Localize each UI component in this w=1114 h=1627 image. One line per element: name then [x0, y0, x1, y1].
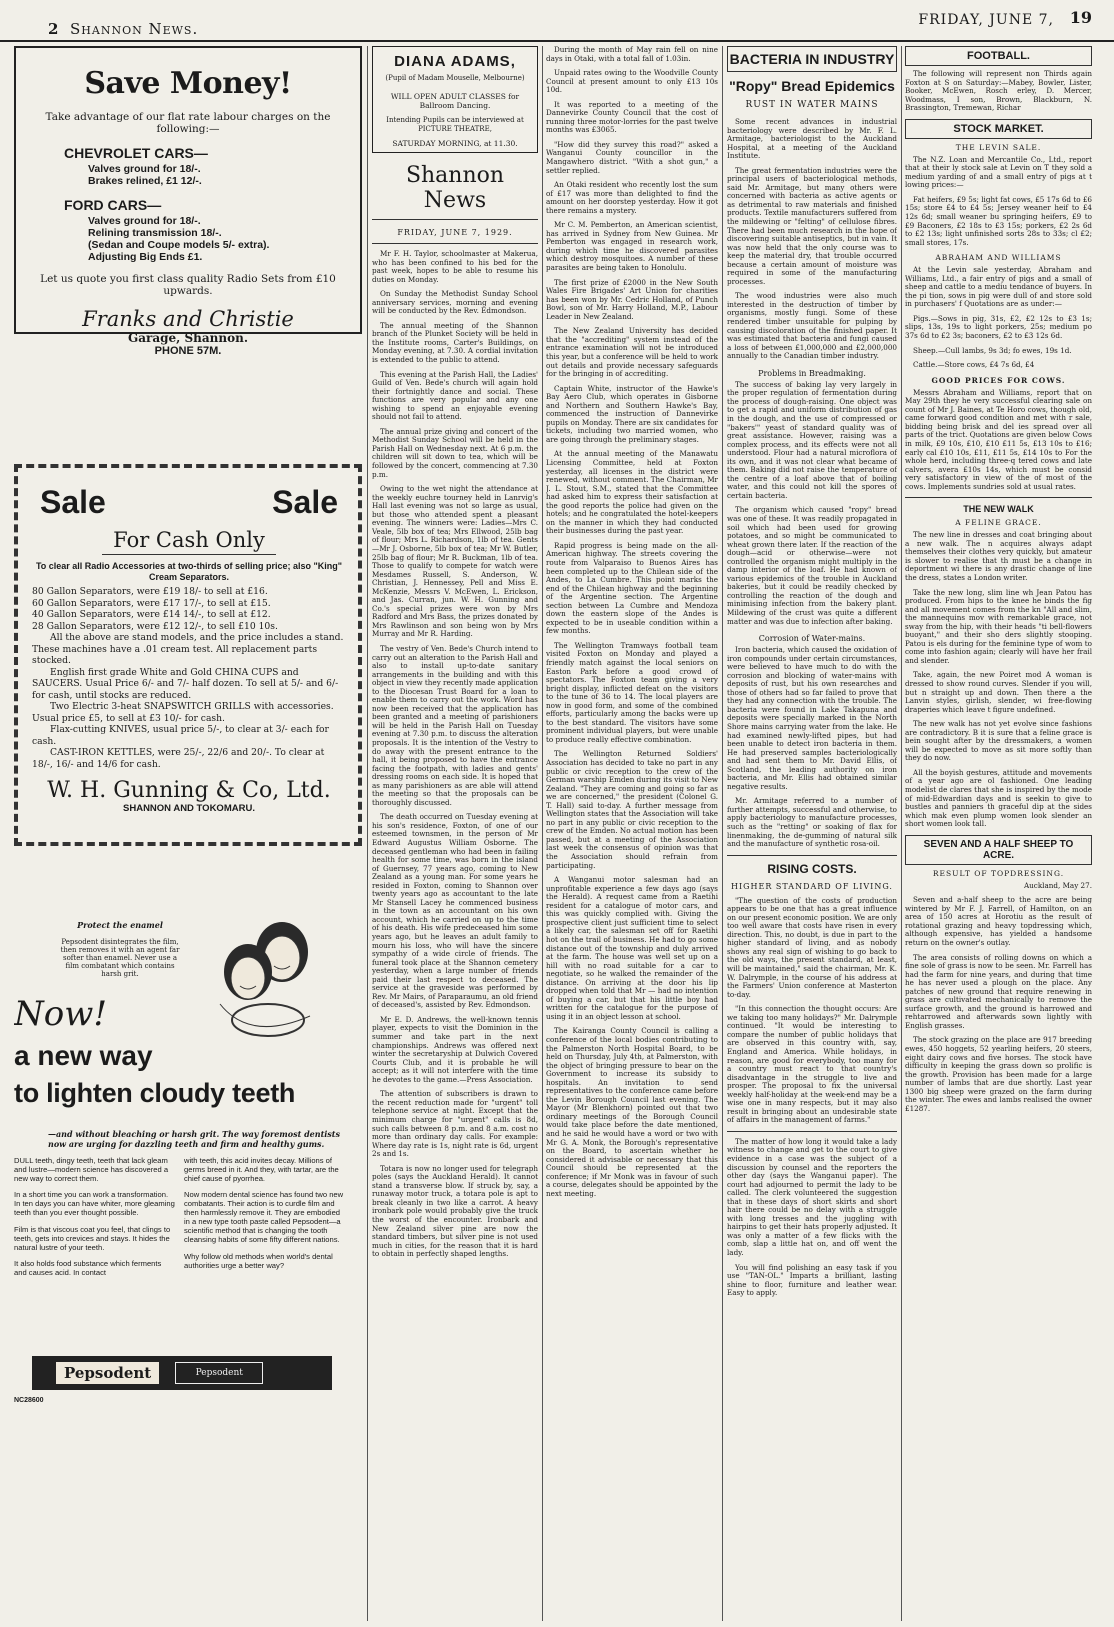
price-line: 40 Gallon Separators, were £14 14/-, to sell at £12. [32, 609, 271, 620]
news-item: This evening at the Parish Hall, the Ladies' Guild of Ven. Bede's church will again hold their fortnightly dance and social. These functions are very popular and any one wishing to spend an enjoyable evening should not fail to attend. [372, 369, 538, 422]
news-item: An Otaki resident who recently lost the sum of £17 was more than delighted to find the amount on her doorstep yesterday. How it got there remains a mystery. [546, 180, 718, 215]
pepsodent-tagline: —and without bleaching or harsh grit. The way foremost dentists now are urging for dazzling teeth and firm and healthy gums. [48, 1129, 340, 1149]
article-subhead: RUST IN WATER MAINS [745, 100, 879, 110]
chevrolet-line: Valves ground for 18/-. [88, 163, 201, 175]
notice-line: SATURDAY MORNING, at 11.30. [392, 139, 518, 148]
now-heading: Now! [14, 994, 107, 1034]
ford-line: (Sedan and Coupe models 5/- extra). [88, 239, 270, 251]
news-item: On Sunday the Methodist Sunday School anniversary services, morning and evening will be conducted by the Rev. Edmondson. [372, 289, 538, 316]
sale-paragraph: Two Electric 3-heat SNAPSWITCH GRILLS with accessories. Usual price £5, to sell at £3 10/- for cash. [32, 701, 334, 724]
news-item: A Wanganui motor salesman had an unprofitable experience a few days ago (says the Herald). A request came from a Raetihi resident for a catalogue of motor cars, and this was quickly complied with. Giving the prospective client just sufficient time to select a likely car, the salesman set off for Raetihi hot on the trail of business. He had to go some distance out of the township and duly arrived at the farm. The house was well set up on a hill with no road suitable for a car to negotiate, so he walked the remainder of the distance. On arriving at the door his lip dropped when told that Mr — had no intention of buying a car, but that his little boy had written for the catalogue for the purpose of using it in an object lesson at school. [546, 875, 718, 1021]
article-headline: BACTERIA IN INDUSTRY [727, 46, 897, 72]
news-item: The death occurred on Tuesday evening at his son's residence, Foxton, of one of our esteemed townsmen, in the person of Mr Edward Augustus William Osborne. The deceased gentleman who had been in failing health for some time, was born in the island of Guernsey, 77 years ago, coming to New Zealand as a young man. For some years he resided in Foxton, coming to Shannon over twenty years ago as accountant to the late Mr Stansell Lacey he commenced business in the town as an accountant on his own account, which he carried on up to the time of his death. His wife predeceased him some years ago, but he leaves an adult family to mourn his loss, who will have the sincere sympathy of a wide circle of friends. The funeral took place at the Shannon cemetery yesterday, when a large number of friends paid their last respect to deceased. The service at the graveside was performed by Rev. Mr Mairs, of Paraparaumu, an old friend of deceased's, assisted by Rev. Edmondson. [372, 812, 538, 1010]
article-subhead: RESULT OF TOPDRESSING. [932, 868, 1065, 878]
news-item: The Kairanga County Council is calling a conference of the local bodies contributing to the Palmerston North Hospital Board, to be held on Thursday, July 4th, at Palmerston, with the object of bringing pressure to bear on the Government to increase its subsidy to hospitals. An invitation to send representatives to the conference came before the Levin Borough Council last evening. The Mayor (Mr Blenkhorn) pointed out that two ordinary meetings of the Borough Council would take place before the date mentioned, and he said he would have a word or two with Mr G. A. Monk, the Borough's representative on the Board, to ascertain whether he considered it advisable or necessary that this Council should be represented at the conference; if Mr Monk was in favour of such a course, delegates should be appointed by the next meeting. [546, 1026, 718, 1198]
chevrolet-heading: CHEVROLET CARS— [64, 145, 208, 161]
article-subhead: GOOD PRICES FOR COWS. [931, 375, 1066, 385]
dateline: FRIDAY, JUNE 7, 1929. [397, 228, 513, 237]
article-paragraph: The new walk has not yet evolve since fashions are contradictory. B it is sure that a feline grace is bein sought after by the dressmakers, a women will be expected to move as sit more softly than they do now. [905, 719, 1092, 763]
article-dateline: Auckland, May 27. [1023, 880, 1092, 890]
news-item: The Wellington Tramways football team visited Foxton on Monday and played a friendly match against the local seniors on Easton Park before a good crowd of spectators. The Foxton team giving a very bright display, inflicted defeat on the visitors to the tune of 36 to 14. The local players are now in good form, and some of the combined efforts, particularly among the backs were up to the best standard. The visitors have some prominent individual players, but were unable to produce really effective combination. [546, 640, 718, 744]
article-headline: STOCK MARKET. [905, 119, 1092, 139]
ad-code: NC28600 [14, 1397, 44, 1404]
news-item: Mr E. D. Andrews, the well-known tennis player, expects to visit the Dominion in the summer and take part in the next championships. Andrews was offered next winter the secretaryship at Dulwich Covered Courts Club, and it is probable he will accept; as it will not interfere with the time he devotes to the game.—Press Association. [372, 1014, 538, 1084]
article-paragraph: Fat heifers, £9 5s; light fat cows, £5 17s 6d to £6 15s; store £4 to £4 5s; Jersey weaner heif to £4 12s 6d; small weaner bu springing heifers, £9 to £9 Baconers, £2 18s to £3 15s; porkers, £2 2s 6d to £2 13s; light unfinished sorts 28s to 33s; cl £2; small stores, 17s. [905, 194, 1092, 247]
garage-line: Garage, Shannon. [127, 331, 249, 345]
notice-line: (Pupil of Madam Mouselle, Melbourne) [385, 74, 525, 82]
news-item: The annual prize giving and concert of the Methodist Sunday School will be held in the Parish Hall on Wednesday next. At 6 p.m. the children will sit down to tea, which will be followed by the concert, commencing at 7.30 p.m. [372, 426, 538, 479]
lighten-heading: to lighten cloudy teeth [14, 1078, 296, 1108]
sale-left: Sale [40, 484, 106, 520]
radio-offer: Let us quote you first class quality Radio Sets from £10 upwards. [40, 273, 336, 297]
for-cash-heading: For Cash Only [102, 528, 276, 555]
article-paragraph: The organism which caused "ropy" bread was one of these. It was readily propagated in soil which had been used for growing potatoes, and so might be communicated to wheat grown there later. If the reaction of the dough—acid or otherwise—were not controlled the organism might multiply in the damp interior of the loaf. He had known of various epidemics of the trouble in Auckland bakeries, but it could be readily checked by controlling the reaction of the dough and minimising infection from the bakery plant. Mildewing of the crust was quite a different matter and was due to infection after baking. [727, 505, 897, 626]
phone-line: PHONE 57M. [154, 345, 222, 357]
column-rule [367, 46, 368, 1621]
separator-list [32, 586, 346, 632]
article-paragraph: Seven and a-half sheep to the acre are being wintered by Mr F. J. Farrell, of Hamilton, on an area of 150 acres at Horotiu as the result of rotational grazing and heavy topdressing which, although expensive, has yielded a handsome return on the owner's outlay. [905, 895, 1092, 948]
article-paragraph: The wood industries were also much interested in the destruction of timber by organisms, mostly fungi. Some of these rendered timber unsuitable for pulping by causing discoloration of the finished paper. It was estimated that bacteria and fungi caused a loss of between £1,000,000 and £2,000,000 annually to the Canadian timber industry. [727, 291, 897, 361]
tube-brand: Pepsodent [56, 1362, 159, 1384]
price-line: 28 Gallon Separators, were £12 12/-, to sell £10 10s. [32, 620, 278, 632]
ad-intro: Take advantage of our flat rate labour charges on the following:— [45, 111, 331, 135]
news-item: "How did they survey this road?" asked a Wanganui County councillor in the Mangawhero district. "With a shot gun," a settler replied. [546, 139, 718, 175]
article-subhead: ABRAHAM AND WILLIAMS [935, 253, 1062, 263]
article-paragraph: The great fermentation industries were the principal users of bacteriological methods, said Mr. Armitage, but many others were concerned with bacteria as active agents or as detrimental to raw materials and finished products. Textile manufacturers suffered from the mildewing or "felting" of cellulose fibres. There had been much research in the hope of discovering suitable antiseptics, but in vain. It was now held that the only course was to keep the material dry, that trouble occurred because a certain amount of moisture was required in some of the manufacturing processes. [727, 165, 897, 286]
news-item: It was reported to a meeting of the Dannevirke County Council that the cost of running three motor-lorries for the past twelve months was £3065. [546, 99, 718, 135]
article-subhead: A FELINE GRACE. [955, 518, 1042, 528]
general-news-column [546, 46, 718, 1621]
news-item: Mr F. H. Taylor, schoolmaster at Makerua, who has been confined to his bed for the past week, hopes to be able to resume his duties on Monday. [372, 249, 538, 284]
issue-date: FRIDAY, JUNE 7, [918, 12, 1054, 28]
ford-line: Relining transmission 18/-. [88, 227, 222, 239]
article-headline: SEVEN AND A HALF SHEEP TO ACRE. [905, 835, 1092, 865]
local-news-column [372, 46, 538, 1621]
article-paragraph: All the boyish gestures, attitude and movements of a year ago are ol fashioned. One leading modelist de clares that she is inspired by the mode of mid-Edwardian days and is seekin to give to bustles and panniers th graceful dip at the sides which mak even plump women look slender an short women look tall. [905, 767, 1092, 829]
article-paragraph: Take the new long, slim line wh Jean Patou has produced. From hips to the knee he binds the fig and all movement comes from the kn "All and slim, the mannequins mov with remarkable grace, not sway from the hip, with their heads "ti bell-flowers buoyant," and their sho ders slightly stooping. Patou is els during for the feminine type of wom to come into fashion again; clearly will have her frail and slender. [905, 587, 1092, 665]
price-line: 60 Gallon Separators, were £17 17/-, to sell at £15. [32, 597, 271, 609]
page-number: 2 [48, 20, 59, 38]
news-item: Owing to the wet night the attendance at the weekly euchre tourney held in Lanrvig's Hall last evening was not so large as usual, but those who attended spent a pleasant evening. The winners were: Ladies—Mrs C. Veale, 5lb box of tea; Mrs Ellwood, 25lb bag of flour; Mrs L. Richardson, 1lb of tea. Gents—Mr J. Osborne, 5lb box of tea; Mr W. Butler, 25lb bag of flour; Mr R. Buckman, 1lb of tea. Those to qualify to compete for watch were Mesdames Russell, S. Anderson, W. Christian, J. Hennessey, Pell and Miss E. McKenzie, Messrs V. McEwen, L. Erickson, and Jas. Curran, jun. W. H. Gunning and Co.'s special prizes were won by Mrs Radford and Mrs Bass, the prizes donated by Mrs Rawlinson and son being won by Mrs Murray and Mr R. Harding. [372, 484, 538, 639]
article-paragraph: At the Levin sale yesterday, Abraham and Williams, Ltd., a fair entry of pigs and a small of sheep and cattle to a mediu tendance of buyers. In the pi tion, sows in pig were dull of and store sold in purchasers' f Quotations are as under:— [905, 265, 1092, 309]
issue-year: 19 [1069, 8, 1092, 27]
feature-column [727, 46, 897, 1621]
section-heading: Corrosion of Water-mains. [758, 634, 866, 644]
article-paragraph: The success of baking lay very largely in the proper regulation of fermentation during the process of dough-raising. One object was to get a rapid and uniform distribution of gas in the dough, and the use of compressed or "bakers'" yeast of standard quality was of great assistance. However, raising was a complex process, and its effects were not all understood. Flour had a natural microflora of its own, and it was not clear what became of them. Baking did not raise the temperature of the centre of a loaf above that of boiling water, and this could not kill the spores of certain bacteria. [727, 379, 897, 500]
paper-name: Shannon News. [70, 20, 199, 38]
gunning-sale-ad [14, 464, 362, 846]
sale-paragraph: Flax-cutting KNIVES, usual price 5/-, to clear at 3/- each for cash. [32, 724, 329, 747]
copy-paragraph: DULL teeth, dingy teeth, teeth that lack gleam and lustre—modern science has discovered a new way to correct them. [14, 1155, 169, 1183]
ad-headline: Save Money! [84, 66, 292, 101]
news-item: Unpaid rates owing to the Woodville County Council at present amount to only £13 10s 10d. [546, 68, 718, 95]
article-headline: THE NEW WALK [963, 504, 1034, 515]
ads-column [14, 46, 362, 1621]
pepsodent-left-copy [14, 1148, 176, 1285]
franks-christie-ad [14, 46, 362, 357]
article-paragraph: You will find polishing an easy task if you use "TAN-OL." Imparts a brilliant, lasting shine to floor, furniture and leather wear. Easy to apply. [727, 1262, 897, 1298]
ford-heading: FORD CARS— [64, 197, 162, 213]
article-paragraph: "The question of the costs of production appears to be one that has a great influence on our present economic position. We are only too well aware that costs have risen in every direction. This, no doubt, is due in part to the higher standard of living, and as nobody shows any real sign of wishing to go back to the old ways, the present standard, at least, will be maintained," said the chairman, Mr. K. W. Dalrymple, in the course of his address at the Farmers' Union conference at Masterton to-day. [727, 895, 897, 999]
article-paragraph: Some recent advances in industrial bacteriology were described by Mr. F. L. Armitage, bacteriologist to the Auckland Hospital, at a meeting of the Auckland Institute. [727, 117, 897, 161]
sale-paragraph: English first grade White and Gold CHINA CUPS and SAUCERS. Usual Price 6/- and 7/- half dozen. To sell at 5/- and 6/- for cash, until stocks are reduced. [32, 666, 339, 701]
dance-class-notice [372, 46, 538, 153]
news-item: Captain White, instructor of the Hawke's Bay Aero Club, which operates in Gisborne and Northern and Southern Hawke's Bay, commenced the instruction of Dannevirke pupils on Monday. There are six candidates for tickets, including two married women, who are going through the preliminary stages. [546, 383, 718, 444]
article-subheadline: "Ropy" Bread Epidemics [729, 78, 895, 94]
copy-paragraph: Why follow old methods when world's dental authorities urge a better way? [184, 1251, 333, 1270]
ford-line: Adjusting Big Ends £1. [88, 251, 203, 263]
article-paragraph: The N.Z. Loan and Mercantile Co., Ltd., report that at their ly stock sale at Levin on T they sold a medium yarding of and a small entry of pigs at t lowing prices:— [905, 154, 1092, 190]
page-header [0, 8, 1114, 40]
protect-heading: Protect the enamel [77, 920, 163, 930]
article-paragraph: Pigs.—Sows in pig, 31s, £2, £2 12s to £3 1s; slips, 13s, 19s to light porkers, 25s; medium po 37s 6d to £2 3s; baconers, £2 to £3 12s 6d. [905, 313, 1092, 341]
news-item: Rapid progress is being made on the all-American highway. The streets covering the route from Valparaiso to Buenos Aires has been completed up to the Chilean side of the Andes, to La Cumbre. This point marks the end of the Chilean highway and the beginning of the Argentine section. The Argentine section between La Cumbre and Mendoza down the eastern slope of the Andes is expected to be in useable condition within a few months. [546, 540, 718, 636]
article-paragraph: The following will represent non Thirds again Foxton at S on Saturday:—Mabey, Bowler, Lister, Booker, McEwen, Rosch erley, D. Mercer, Woodmass, I son, Brown, Blackburn, N. Brassington, Tremewan, Richar [905, 69, 1092, 113]
smiling-women-illustration [190, 912, 346, 1042]
copy-paragraph: Film is that viscous coat you feel, that clings to teeth, gets into crevices and stays. It hides the natural lustre of your teeth. [14, 1224, 171, 1252]
sale-paragraph: CAST-IRON KETTLES, were 25/-, 22/6 and 20/-. To clear at 18/-, 16/- and 14/6 for cash. [32, 747, 325, 770]
article-paragraph: Sheep.—Cull lambs, 9s 3d; fo ewes, 19s 1d. [913, 345, 1072, 355]
header-rule [0, 40, 1114, 42]
article-paragraph: Mr. Armitage referred to a number of further attempts, successful and otherwise, to apply bacteriology to manufacture processes, such as the "retting" or soaking of flax for linenmaking, the de-gumming of natural silk and the manufacture of synthetic rosa-oil. [727, 796, 897, 849]
article-paragraph: The matter of how long it would take a lady witness to change and get to the court to give evidence in a case was the subject of a discussion by counsel and the reporters the other day (says the Wanganui paper). The court had adjourned to permit the lady to be called. The clerk volunteered the suggestion that in these days of short skirts and short hair there could be no delay with a struggle with long tresses and the juggling with hairpins to get their hats properly adjusted. It was only a matter of a few flicks with the comb, slap a little hat on, and off went the lady. [727, 1136, 897, 1257]
article-paragraph: The new line in dresses and coat bringing about a new walk. The n acquires always adapt themselves their clothes very quickly, but amateur is slower to realise that th must be a change in deportment wi there is any drastic change of line the dress, states a London writer. [905, 530, 1092, 582]
article-paragraph: Iron bacteria, which caused the oxidation of iron compounds under certain circumstances, were believed to have much to do with the corrosion and blocking of water-mains with deposits of rust, but his own researches and those of others had so far failed to prove that they had any connection with the trouble. The bacteria were found in Lake Takapuna and deposits were specially marked in the North Shore mains carrying water from the lake. He had examined newly-lifted pipes, but had been unable to detect iron bacteria in them. He had preserved samples bacteriologically and had sent them to Mr. David Ellis, of Scotland, the leading authority on iron bacteria, and Mr. Ellis had obtained similar negative results. [727, 645, 897, 791]
chevrolet-line: Brakes relined, £1 12/-. [88, 175, 202, 187]
section-heading: Problems in Breadmaking. [758, 368, 866, 378]
price-line: 80 Gallon Separators, were £19 18/- to sell at £16. [32, 586, 268, 597]
news-item: Mr C. M. Pemberton, an American scientist, has arrived in Sydney from New Guinea. Mr Pemberton was engaged in research work, during which time he discovered parasites which destroy mosquitoes. A number of these parasites are being taken to Honolulu. [546, 220, 718, 273]
article-headline: FOOTBALL. [905, 46, 1092, 66]
notice-line: Intending Pupils can be interviewed at PICTURE THEATRE, [386, 116, 524, 133]
copy-paragraph: with teeth, this acid invites decay. Millions of germs breed in it. And they, with tartar, are the chief cause of pyorrhea. [184, 1155, 339, 1183]
article-paragraph: Messrs Abraham and Williams, report that on May 29th they he very successful clearing sale on count of Mr J. Baines, at Te Horo cows, though old, came forward good condition and met with r sale, bidding being brisk and del ies spread over all parts of the trict. Quotations are given below Cows in milk, £9 10s, £10, £10 £11 5s, £13 10s to £16; early cal £10 10s, £11, £11 5s, £14 10s to For the whole herd, including three-q tered cows and late calvers, avera £10s 14s, which must be consid very satisfactory in view of the of most of the cows. Implements sundries sold at usual rates. [905, 387, 1092, 491]
news-item: At the annual meeting of the Manawatu Licensing Committee, held at Foxton yesterday, all licenses in the district were renewed, without comment. The Chairman, Mr J. L. Stout, S.M., stated that the Committee had asked him to express their satisfaction at the good reports the police had given on the hotels; and he congratulated the hotel-keepers on the manner in which they had conducted their businesses during the past year. [546, 449, 718, 536]
firm-name: W. H. Gunning & Co, Ltd. [47, 778, 331, 803]
article-paragraph: Take, again, the new Poiret mod A woman is dressed to show round curves. Slender if you will, but n straight up and down. Then there a the Lanvin styles, girlish, slender, wi free-flowing draperies which leave t figure undefined. [905, 670, 1092, 714]
article-paragraph: Cattle.—Store cows, £4 7s 6d, £4 [913, 360, 1035, 370]
sale-right: Sale [272, 484, 338, 520]
news-item: The Wellington Returned Soldiers' Association has decided to take no part in any public or civic reception to the crew of the German warship Emden during its visit to New Zealand. "They are coming and going so far as we are concerned," the president (Colonel G. T. Hall) said to-day. A further message from Wellington states that the Association will take no part in any public or civic reception to the crew of the Emden. No actual motion has been passed, but at a meeting of the Association last week the consensus of opinion was that the Association should refrain from participating. [546, 749, 718, 870]
ford-line: Valves ground for 18/-. [88, 215, 201, 227]
pepsodent-ad [14, 912, 362, 1621]
copy-paragraph: Now modern dental science has found two new combatants. Their action is to curdle film and then harmlessly remove it. They are embodied in a new type tooth paste called Pepsodent—a scientific method that is changing the tooth cleansing habits of some fifty different nations. [184, 1190, 344, 1245]
article-paragraph: "In this connection the thought occurs: Are we taking too many holidays?" Mr. Dalrymple continued. "It would be interesting to compare the number of public holidays that are observed in this country with, say, England and America. While holidays, in reason, are good for everybody, too many for a country must react to that country's disadvantage in the struggle to live and prosper. The proposal to fix the universal weekly half-holiday at the week-end may be a wise one in many respects, but it may also result in bringing about an undesirable state of affairs in the management of farms." [727, 1004, 897, 1125]
news-item: The vestry of Ven. Bede's Church intend to carry out an alteration to the Parish Hall and also to install up-to-date sanitary arrangements in the building and with this object in view they recently made application to the Diocesan Trust Board for a loan to enable them to carry out the work. Word has now been received that the application has been granted and a meeting of parishioners will be held in the Parish Hall on Tuesday evening at 7.30 p.m. to discuss the alteration proposals. It is the intention of the Vestry to do away with the present entrance to the hall, it being proposed to have the entrance facing the footpath, with ladies and gents' dressing rooms on each side. It is hoped that as many parishioners as are able will attend the meeting so that the proposals can be thoroughly discussed. [372, 643, 538, 807]
notice-title: DIANA ADAMS, [394, 53, 516, 70]
article-subhead: THE LEVIN SALE. [955, 142, 1042, 152]
news-item: The New Zealand University has decided that the "accrediting" system instead of the entrance examination will not be introduced this year, but a conference will be held to work out details and provide necessary safeguards for the bringing in of accrediting. [546, 326, 718, 379]
sale-intro: To clear all Radio Accessories at two-thirds of selling price; also "King" Cream Separators. [35, 561, 343, 582]
box-brand: Pepsodent [175, 1362, 263, 1384]
copy-paragraph: It also holds food substance which ferments and causes acid. In contact [14, 1259, 162, 1278]
news-item: During the month of May rain fell on nine days in Otaki, with a total fall of 1.03in. [546, 46, 718, 63]
news-item: The first prize of £2000 in the New South Wales Fire Brigades' Art Union for charities has been won by Mr. Cedric Holland, of Punch Bowl, son of Mr. Harry Holland, M.P., Labour Leader in New Zealand. [546, 277, 718, 321]
firm-name: Franks and Christie [82, 307, 294, 331]
article-subhead: HIGHER STANDARD OF LIVING. [731, 881, 893, 891]
copy-paragraph: In a short time you can work a transformation. In ten days you can have whiter, more gleaming teeth than you ever thought possible. [14, 1190, 175, 1218]
blank-space [14, 846, 362, 912]
article-paragraph: The area consists of rolling downs on which a fine sole of grass is now to be seen. Mr. Farrell has had the farm for nine years, and during that time he has never used a plough on the place. Any patches of new ground that require renewing in grass are cultivated mechanically to remove the surface growth, and the ground is harrowed and rehtarrowed and afterwards sown lightly with English grasses. [905, 952, 1092, 1030]
firm-place: SHANNON AND TOKOMARU. [123, 803, 255, 814]
sale-paragraph: All the above are stand models, and the price includes a stand. These machines have a .01 cream test. All replacement parts stocked. [32, 632, 344, 666]
column-rule [722, 46, 723, 1621]
notice-line: WILL OPEN ADULT CLASSES for Ballroom Dancing. [390, 92, 520, 110]
column-rule [901, 46, 902, 1621]
protect-body: Pepsodent disintegrates the film, then removes it with an agent far softer than enamel. Never use a film combatant which contains harsh grit. [60, 938, 180, 978]
pepsodent-right-copy [184, 1148, 346, 1277]
pepsodent-tube [32, 1356, 332, 1390]
market-column [905, 46, 1092, 1621]
news-item: Totara is now no longer used for telegraph poles (says the Auckland Herald). It cannot stand a transverse blow. If struck by, say, a runaway motor truck, a totara pole is apt to break cleanly in two like a carrot. A heavy ironbark pole would probably give the truck the worst of the encounter. Ironbark and New Zealand silver pine are now the standard timbers, but silver pine is not used much in cities, for the reason that it is hard to obtain in perfectly shaped lengths. [372, 1163, 538, 1259]
column-rule [542, 46, 543, 1621]
new-way-heading: a new way [14, 1040, 153, 1071]
article-paragraph: The stock grazing on the place are 917 breeding ewes, 450 hoggets, 52 yearling heifers, 20 steers, eight dairy cows and five horses. The stock have difficulty in keeping the grass down so prolific is the growth. Provision has been made for a large number of lambs that are due shortly. Last year 1300 big sheep were grazed on the farm during the winter. The ewes and lambs realised the owner £1287. [905, 1035, 1092, 1113]
masthead: Shannon News [405, 163, 505, 213]
news-item: The annual meeting of the Shannon branch of the Plunket Society will be held in the Institute rooms, Carter's Buildings, on Monday evening, at 7.30. A cordial invitation is extended to the public to attend. [372, 320, 538, 365]
news-item: The attention of subscribers is drawn to the recent reduction made for "urgent" toll telephone service at night. Except that the minimum charge for "urgent" calls is 8d, such calls between 8 p.m. and 8 a.m. cost no more than ordinary day calls. For example: Where day rate is 1s, night rate is 6d, urgent 2s and 1s. [372, 1089, 538, 1159]
article-headline: RISING COSTS. [767, 861, 857, 876]
